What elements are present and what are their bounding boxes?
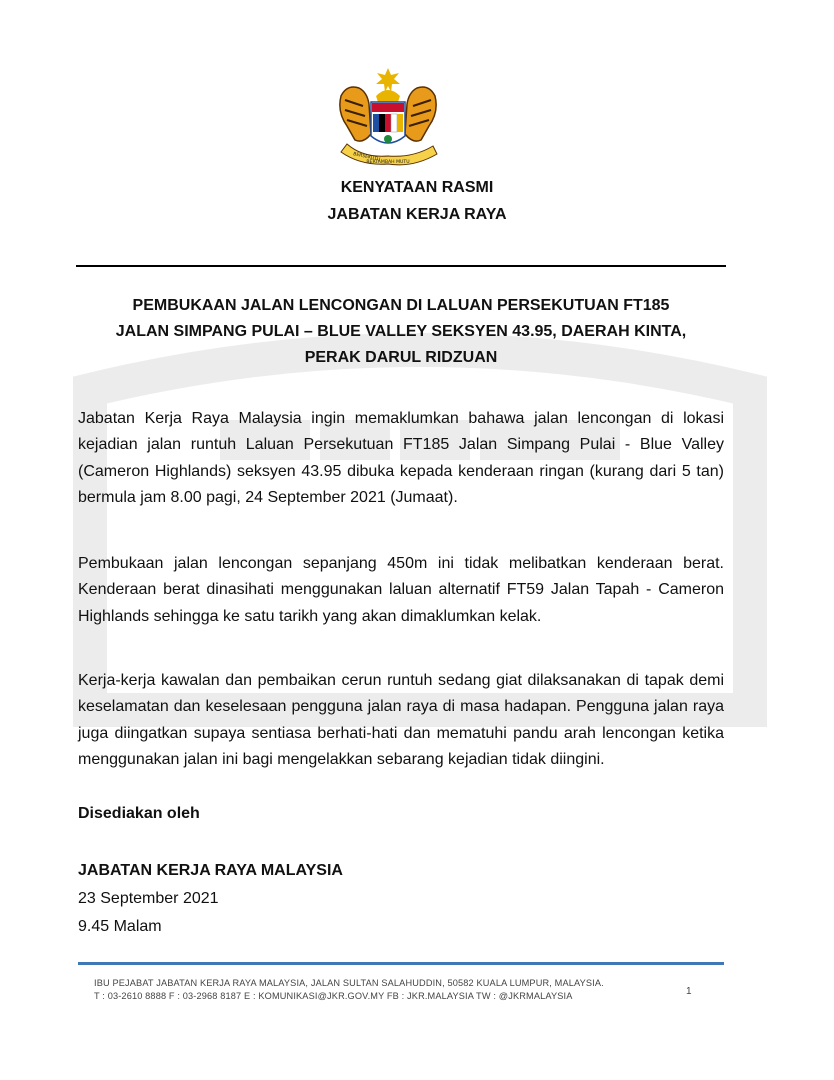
- title-line-2: JALAN SIMPANG PULAI – BLUE VALLEY SEKSYEN 43.95, DAERAH KINTA,: [115, 323, 687, 340]
- header-divider: [76, 265, 726, 267]
- prepared-by-label: Disediakan oleh: [78, 805, 200, 822]
- coat-of-arms-emblem: [333, 66, 443, 172]
- title-line-3: PERAK DARUL RIDZUAN: [304, 349, 498, 366]
- footer-contacts: T : 03-2610 8888 F : 03-2968 8187 E : KOMUNIKASI@JKR.GOV.MY FB : JKR.MALAYSIA TW : @JKRMALAYSIA: [94, 991, 573, 1001]
- body-paragraph-1: Jabatan Kerja Raya Malaysia ingin memaklumkan bahawa jalan lencongan di lokasi kejadian jalan runtuh Laluan Persekutuan FT185 Jalan Simpang Pulai - Blue Valley (Cameron Highlands) seksyen 43.95 dibuka kepada kenderaan ringan (kurang dari 5 tan) bermula jam 8.00 pagi, 24 September 2021 (Jumaat).: [78, 410, 724, 507]
- footer-address: IBU PEJABAT JABATAN KERJA RAYA MALAYSIA, JALAN SULTAN SALAHUDDIN, 50582 KUALA LUMPUR, MALAYSIA.: [94, 978, 604, 988]
- svg-text:BERSEKUTU: BERSEKUTU: [352, 152, 381, 163]
- header-title: KENYATAAN RASMI: [340, 179, 494, 196]
- footer-divider: [78, 962, 724, 965]
- body-paragraph-3: Kerja-kerja kawalan dan pembaikan cerun runtuh sedang giat dilaksanakan di tapak demi keselamatan dan keselesaan pengguna jalan raya di masa hadapan. Pengguna jalan raya juga diingatkan supaya sentiasa berhati-hati dan mematuhi pandu arah lencongan ketika menggunakan jalan ini bagi mengelakkan sebarang kejadian tidak diingini.: [78, 672, 724, 769]
- title-line-1: PEMBUKAAN JALAN LENCONGAN DI LALUAN PERSEKUTUAN FT185: [132, 297, 670, 314]
- issue-date: 23 September 2021: [78, 890, 219, 907]
- body-paragraph-2: Pembukaan jalan lencongan sepanjang 450m ini tidak melibatkan kenderaan berat. Kenderaan berat dinasihati menggunakan laluan alternatif FT59 Jalan Tapah - Cameron Highlands sehingga ke satu tarikh yang akan dimaklumkan kelak.: [78, 555, 724, 625]
- header-subtitle: JABATAN KERJA RAYA: [327, 206, 507, 223]
- statement-title: [76, 293, 726, 371]
- issue-time: 9.45 Malam: [78, 918, 162, 935]
- page-number: 1: [686, 986, 692, 997]
- svg-text:BERTAMBAH MUTU: BERTAMBAH MUTU: [366, 160, 410, 165]
- organization-name: JABATAN KERJA RAYA MALAYSIA: [78, 862, 343, 879]
